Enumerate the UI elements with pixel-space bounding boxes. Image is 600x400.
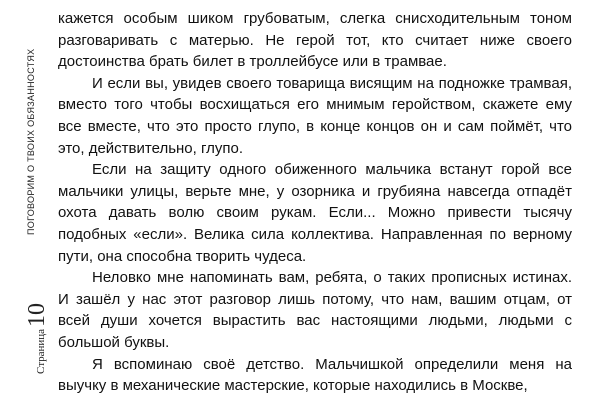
paragraph-5: Я вспоминаю своё детство. Мальчишкой определили меня на выучку в механические мастерские, которые находились в Москве, xyxy=(58,355,572,395)
page-marker xyxy=(24,303,51,374)
paragraph-2: И если вы, увидев своего товарища висящим на подножке трамвая, вместо того чтобы восхищаться его мнимым геройством, скажете ему все вместе, что это просто глупо, в конце концов он и сам поймёт, что это, действительно, глупо. xyxy=(58,74,572,157)
page-sidebar xyxy=(0,0,52,400)
page-number: 10 xyxy=(24,302,50,327)
section-title: ПОГОВОРИМ О ТВОИХ ОБЯЗАННОСТЯХ xyxy=(26,48,36,235)
paragraph-4: Неловко мне напоминать вам, ребята, о таких прописных истинах. И зашёл у нас этот разговор лишь потому, что нам, вашим отцам, от всей души хочется вырастить вас настоящими людьми, людьми с большой буквы. xyxy=(58,269,572,351)
document-body xyxy=(58,8,572,397)
paragraph-3: Если на защиту одного обиженного мальчика встанут горой все мальчики улицы, верьте мне, у озорника и грубияна навсегда отпадёт охота давать волю своим рукам. Если... Можно привести тысячу подобных «если». Велика сила коллектива. Направленная по верному пути, она способна творить чудеса. xyxy=(58,161,572,265)
page-label: Страница xyxy=(35,328,47,374)
paragraph-1: кажется особым шиком грубоватым, слегка снисходительным тоном разговаривать с матерью. Не герой тот, кто считает ниже своего достоинства брать билет в троллейбусе или в трамвае. xyxy=(58,10,572,71)
